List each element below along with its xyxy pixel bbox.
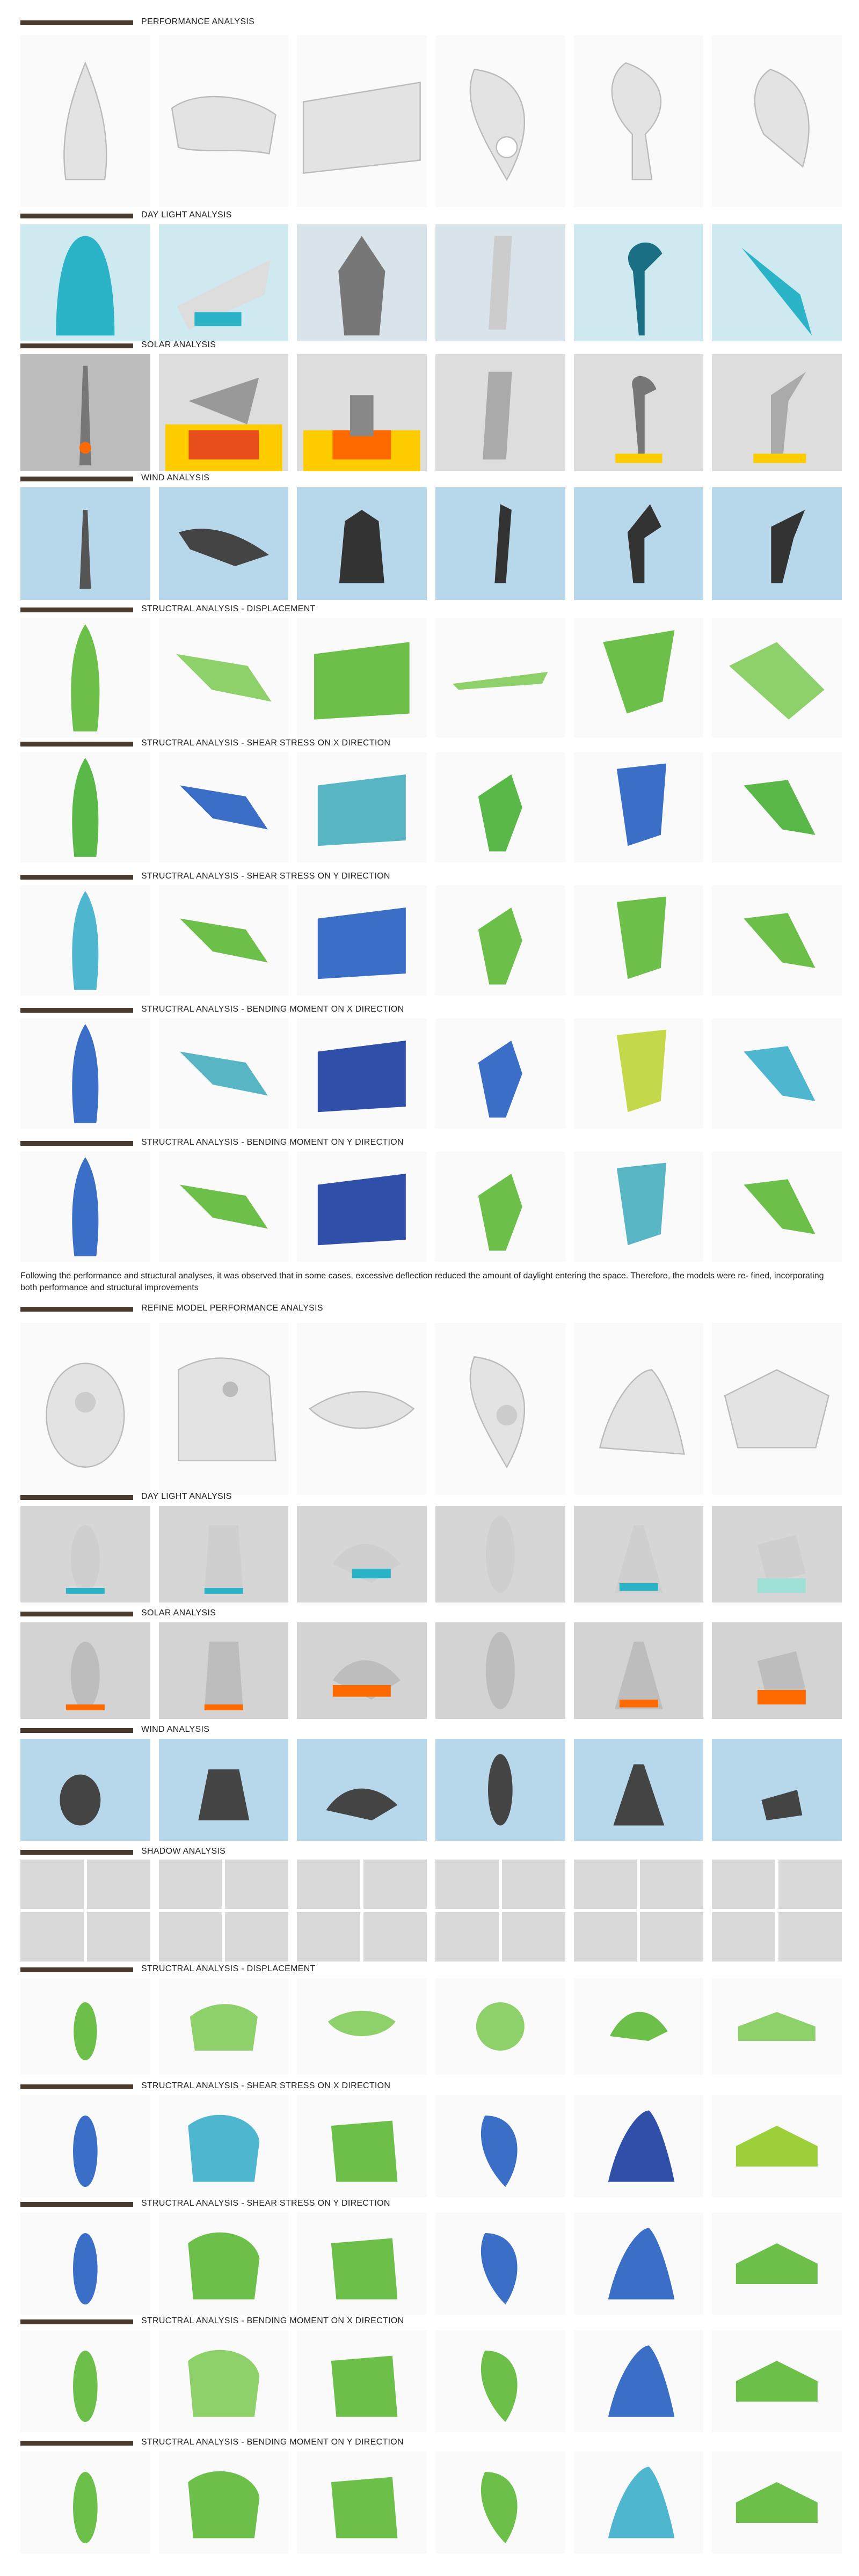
solar-thumb-2: [159, 354, 289, 471]
rsheary-thumb-6: [712, 2213, 842, 2315]
rbendy-thumb-5: [574, 2451, 704, 2553]
section-bar: [20, 20, 133, 25]
section-bending-x: [20, 1002, 842, 1014]
section-shear-y: [20, 869, 842, 881]
rbendy-thumb-3: [297, 2451, 427, 2553]
rwind-thumb-2: [159, 1739, 289, 1841]
section-bending-y: [20, 1136, 842, 1147]
section-refine-bending-x: [20, 2314, 842, 2326]
shearx-thumb-4: [435, 752, 565, 862]
section-title: STRUCTRAL ANALYSIS - BENDING MOMENT ON Y DIRECTION: [141, 2438, 404, 2447]
section-header: [20, 1136, 842, 1147]
rwind-thumb-3: [297, 1739, 427, 1841]
rsheary-thumb-1: [20, 2213, 150, 2315]
section-bar: [20, 2319, 133, 2324]
thumb-row: [20, 2095, 842, 2197]
section-header: [20, 1002, 842, 1014]
rwind-thumb-5: [574, 1739, 704, 1841]
rbendx-thumb-5: [574, 2330, 704, 2432]
section-header: [20, 1962, 842, 1974]
rbendx-thumb-4: [435, 2330, 565, 2432]
bendy-thumb-1: [20, 1152, 150, 1262]
refine-thumb-1: [20, 1323, 150, 1495]
section-bar: [20, 608, 133, 612]
rdaylight-thumb-3: [297, 1506, 427, 1602]
rbendy-thumb-2: [159, 2451, 289, 2553]
section-bar: [20, 1307, 133, 1312]
section-title: STRUCTRAL ANALYSIS - SHEAR STRESS ON X DIRECTION: [141, 2081, 391, 2090]
section-bar: [20, 2441, 133, 2446]
section-bar: [20, 214, 133, 218]
bendy-thumb-5: [574, 1152, 704, 1262]
section-title: PERFORMANCE ANALYSIS: [141, 17, 255, 26]
rsheary-thumb-3: [297, 2213, 427, 2315]
bendy-thumb-3: [297, 1152, 427, 1262]
thumb-row: [20, 1739, 842, 1841]
solar-thumb-3: [297, 354, 427, 471]
rshearx-thumb-4: [435, 2095, 565, 2197]
bendy-thumb-2: [159, 1152, 289, 1262]
section-title: STRUCTRAL ANALYSIS - DISPLACEMENT: [141, 1964, 316, 1973]
thumb-row: [20, 1860, 842, 1962]
section-header: [20, 2314, 842, 2326]
section-header: [20, 1490, 842, 1502]
shearx-thumb-5: [574, 752, 704, 862]
thumb-row: [20, 224, 842, 341]
shadow-thumb-1: [20, 1860, 150, 1962]
section-shadow-analysis: [20, 1845, 842, 1856]
section-performance-analysis: [20, 15, 842, 27]
bendx-thumb-6: [712, 1019, 842, 1129]
disp-thumb-1: [20, 618, 150, 737]
section-title: REFINE MODEL PERFORMANCE ANALYSIS: [141, 1304, 323, 1313]
rdaylight-thumb-6: [712, 1506, 842, 1602]
shearx-thumb-6: [712, 752, 842, 862]
section-shear-x: [20, 736, 842, 748]
rbendy-thumb-4: [435, 2451, 565, 2553]
section-title: STRUCTRAL ANALYSIS - BENDING MOMENT ON X DIRECTION: [141, 2316, 404, 2325]
shadow-thumb-6: [712, 1860, 842, 1962]
section-header: [20, 208, 842, 220]
thumb-row: [20, 2330, 842, 2432]
section-daylight-analysis: [20, 208, 842, 220]
solar-thumb-6: [712, 354, 842, 471]
section-title: WIND ANALYSIS: [141, 1725, 210, 1734]
section-header: [20, 1606, 842, 1618]
section-refine-daylight: [20, 1490, 842, 1502]
rwind-thumb-4: [435, 1739, 565, 1841]
rsheary-thumb-2: [159, 2213, 289, 2315]
thumb-row: [20, 487, 842, 600]
section-header: [20, 1723, 842, 1735]
section-refine-shear-x: [20, 2079, 842, 2091]
rdisp-thumb-5: [574, 1978, 704, 2075]
shadow-thumb-2: [159, 1860, 289, 1962]
wind-thumb-3: [297, 487, 427, 600]
section-structural-displacement: [20, 602, 842, 614]
section-header: [20, 2435, 842, 2447]
section-header: [20, 2197, 842, 2208]
section-refine-performance: [20, 1301, 842, 1313]
section-title: DAY LIGHT ANALYSIS: [141, 1492, 232, 1501]
wind-thumb-1: [20, 487, 150, 600]
wind-thumb-2: [159, 487, 289, 600]
section-refine-solar: [20, 1606, 842, 1618]
section-header: [20, 869, 842, 881]
rsolar-thumb-2: [159, 1622, 289, 1719]
shearx-thumb-2: [159, 752, 289, 862]
disp-thumb-5: [574, 618, 704, 737]
shadow-thumb-5: [574, 1860, 704, 1962]
section-refine-displacement: [20, 1962, 842, 1974]
thumb-row: [20, 752, 842, 862]
section-bar: [20, 343, 133, 348]
form-thumb-4: [435, 35, 565, 207]
form-thumb-1: [20, 35, 150, 207]
shearx-thumb-3: [297, 752, 427, 862]
rdisp-thumb-3: [297, 1978, 427, 2075]
section-header: [20, 602, 842, 614]
daylight-thumb-1: [20, 224, 150, 341]
solar-thumb-1: [20, 354, 150, 471]
rdaylight-thumb-2: [159, 1506, 289, 1602]
rdaylight-thumb-5: [574, 1506, 704, 1602]
refine-thumb-3: [297, 1323, 427, 1495]
section-refine-shear-y: [20, 2197, 842, 2208]
sheary-thumb-3: [297, 885, 427, 996]
thumb-row: [20, 885, 842, 996]
bendx-thumb-5: [574, 1019, 704, 1129]
rwind-thumb-6: [712, 1739, 842, 1841]
section-refine-bending-y: [20, 2435, 842, 2447]
thumb-row: [20, 354, 842, 471]
bendx-thumb-2: [159, 1019, 289, 1129]
section-title: STRUCTRAL ANALYSIS - SHEAR STRESS ON Y DIRECTION: [141, 2199, 390, 2208]
section-bar: [20, 1728, 133, 1733]
wind-thumb-4: [435, 487, 565, 600]
section-solar-analysis: [20, 338, 842, 350]
section-refine-wind: [20, 1723, 842, 1735]
solar-thumb-5: [574, 354, 704, 471]
thumb-row: [20, 1019, 842, 1129]
section-header: [20, 736, 842, 748]
thumb-row: [20, 35, 842, 207]
section-title: WIND ANALYSIS: [141, 473, 210, 482]
form-thumb-5: [574, 35, 704, 207]
bendx-thumb-4: [435, 1019, 565, 1129]
section-bar: [20, 1141, 133, 1146]
section-header: [20, 471, 842, 483]
rdaylight-thumb-4: [435, 1506, 565, 1602]
sheary-thumb-2: [159, 885, 289, 996]
rsolar-thumb-3: [297, 1622, 427, 1719]
sheary-thumb-6: [712, 885, 842, 996]
rshearx-thumb-2: [159, 2095, 289, 2197]
daylight-thumb-5: [574, 224, 704, 341]
rbendy-thumb-6: [712, 2451, 842, 2553]
rshearx-thumb-3: [297, 2095, 427, 2197]
rshearx-thumb-6: [712, 2095, 842, 2197]
rsolar-thumb-6: [712, 1622, 842, 1719]
rshearx-thumb-1: [20, 2095, 150, 2197]
form-thumb-2: [159, 35, 289, 207]
bendx-thumb-3: [297, 1019, 427, 1129]
section-bar: [20, 1967, 133, 1972]
bendx-thumb-1: [20, 1019, 150, 1129]
daylight-thumb-4: [435, 224, 565, 341]
section-bar: [20, 2202, 133, 2207]
thumb-row: [20, 618, 842, 737]
rbendx-thumb-3: [297, 2330, 427, 2432]
wind-thumb-6: [712, 487, 842, 600]
section-title: SOLAR ANALYSIS: [141, 1608, 216, 1618]
rsheary-thumb-4: [435, 2213, 565, 2315]
section-wind-analysis: [20, 471, 842, 483]
section-header: [20, 1845, 842, 1856]
section-header: [20, 15, 842, 27]
bendy-thumb-6: [712, 1152, 842, 1262]
thumb-row: [20, 1506, 842, 1602]
section-title: STRUCTRAL ANALYSIS - BENDING MOMENT ON Y DIRECTION: [141, 1138, 404, 1147]
sheary-thumb-4: [435, 885, 565, 996]
rdaylight-thumb-1: [20, 1506, 150, 1602]
rbendx-thumb-2: [159, 2330, 289, 2432]
section-title: STRUCTRAL ANALYSIS - SHEAR STRESS ON Y DIRECTION: [141, 872, 390, 881]
rdisp-thumb-1: [20, 1978, 150, 2075]
section-title: DAY LIGHT ANALYSIS: [141, 210, 232, 219]
rdisp-thumb-6: [712, 1978, 842, 2075]
shearx-thumb-1: [20, 752, 150, 862]
section-bar: [20, 1495, 133, 1500]
section-header: [20, 338, 842, 350]
bendy-thumb-4: [435, 1152, 565, 1262]
section-title: STRUCTRAL ANALYSIS - DISPLACEMENT: [141, 604, 316, 613]
refine-thumb-2: [159, 1323, 289, 1495]
refine-thumb-4: [435, 1323, 565, 1495]
form-thumb-3: [297, 35, 427, 207]
section-title: SHADOW ANALYSIS: [141, 1847, 226, 1856]
shadow-thumb-4: [435, 1860, 565, 1962]
section-bar: [20, 2084, 133, 2089]
refine-thumb-5: [574, 1323, 704, 1495]
disp-thumb-2: [159, 618, 289, 737]
rbendx-thumb-1: [20, 2330, 150, 2432]
daylight-thumb-2: [159, 224, 289, 341]
rsolar-thumb-5: [574, 1622, 704, 1719]
section-bar: [20, 1612, 133, 1616]
disp-thumb-4: [435, 618, 565, 737]
section-title: SOLAR ANALYSIS: [141, 340, 216, 349]
shadow-thumb-3: [297, 1860, 427, 1962]
thumb-row: [20, 1978, 842, 2075]
daylight-thumb-6: [712, 224, 842, 341]
thumb-row: [20, 2213, 842, 2315]
section-bar: [20, 477, 133, 481]
rwind-thumb-1: [20, 1739, 150, 1841]
rsheary-thumb-5: [574, 2213, 704, 2315]
rbendx-thumb-6: [712, 2330, 842, 2432]
section-title: STRUCTRAL ANALYSIS - BENDING MOMENT ON X DIRECTION: [141, 1005, 404, 1014]
refine-thumb-6: [712, 1323, 842, 1495]
thumb-row: [20, 2451, 842, 2553]
section-header: [20, 2079, 842, 2091]
sheary-thumb-5: [574, 885, 704, 996]
section-bar: [20, 742, 133, 747]
thumb-row: [20, 1622, 842, 1719]
section-bar: [20, 1850, 133, 1855]
rshearx-thumb-5: [574, 2095, 704, 2197]
section-bar: [20, 875, 133, 880]
daylight-thumb-3: [297, 224, 427, 341]
rdisp-thumb-4: [435, 1978, 565, 2075]
rsolar-thumb-1: [20, 1622, 150, 1719]
section-bar: [20, 1008, 133, 1013]
rbendy-thumb-1: [20, 2451, 150, 2553]
section-title: STRUCTRAL ANALYSIS - SHEAR STRESS ON X DIRECTION: [141, 738, 391, 748]
form-thumb-6: [712, 35, 842, 207]
rdisp-thumb-2: [159, 1978, 289, 2075]
refinement-note: Following the performance and structural analyses, it was observed that in some cases, excessive deflection reduced the amount of daylight entering the space. Therefore, the models were re- fined, incorporating both performance and structural improvements: [20, 1271, 824, 1292]
thumb-row: [20, 1152, 842, 1262]
disp-thumb-6: [712, 618, 842, 737]
rsolar-thumb-4: [435, 1622, 565, 1719]
solar-thumb-4: [435, 354, 565, 471]
thumb-row: [20, 1323, 842, 1495]
section-header: [20, 1301, 842, 1313]
sheary-thumb-1: [20, 885, 150, 996]
wind-thumb-5: [574, 487, 704, 600]
disp-thumb-3: [297, 618, 427, 737]
